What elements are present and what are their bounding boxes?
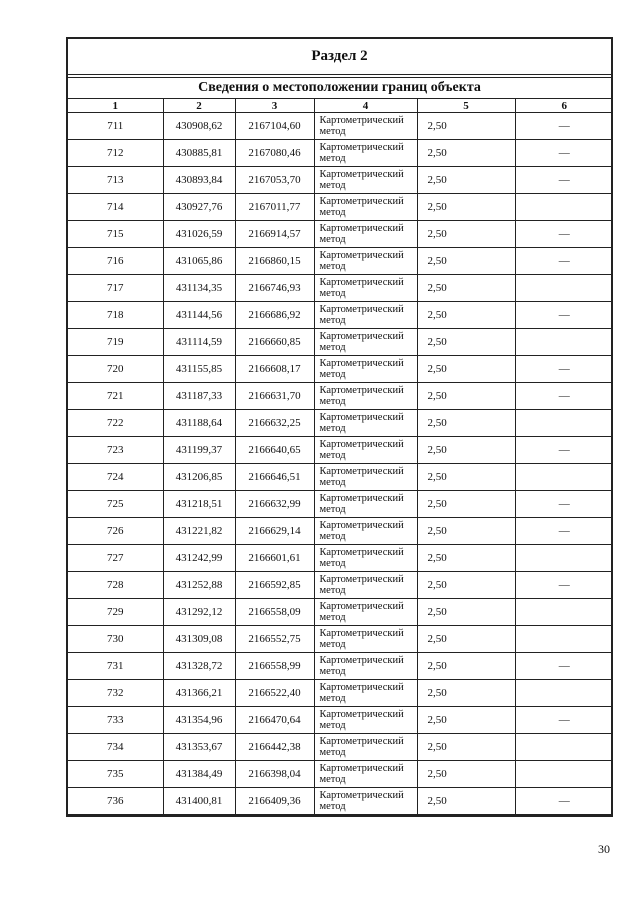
point-number-cell: 726 <box>68 518 163 545</box>
x-coordinate-cell: 431366,21 <box>163 680 235 707</box>
x-coordinate-cell: 431252,88 <box>163 572 235 599</box>
description-cell <box>515 599 613 626</box>
description-cell <box>515 761 613 788</box>
method-cell <box>314 572 417 599</box>
method-line-2: метод <box>319 396 346 407</box>
method-cell <box>314 167 417 194</box>
point-number-cell: 734 <box>68 734 163 761</box>
point-number-cell: 724 <box>68 464 163 491</box>
table-row <box>68 680 613 707</box>
accuracy-cell: 2,50 <box>417 734 515 761</box>
column-header: 1 <box>68 99 163 113</box>
y-coordinate-cell: 2166470,64 <box>235 707 314 734</box>
table-row <box>68 356 613 383</box>
method-line-2: метод <box>319 585 346 596</box>
method-line-2: метод <box>319 450 346 461</box>
column-header: 3 <box>235 99 314 113</box>
point-number-cell: 714 <box>68 194 163 221</box>
method-cell <box>314 437 417 464</box>
accuracy-cell: 2,50 <box>417 221 515 248</box>
point-number-cell: 723 <box>68 437 163 464</box>
point-number-cell: 720 <box>68 356 163 383</box>
y-coordinate-cell: 2166632,25 <box>235 410 314 437</box>
description-cell: — <box>515 518 613 545</box>
table-row <box>68 464 613 491</box>
y-coordinate-cell: 2167080,46 <box>235 140 314 167</box>
x-coordinate-cell: 431354,96 <box>163 707 235 734</box>
method-cell <box>314 788 417 815</box>
x-coordinate-cell: 431292,12 <box>163 599 235 626</box>
point-number-cell: 736 <box>68 788 163 815</box>
x-coordinate-cell: 431199,37 <box>163 437 235 464</box>
method-line-2: метод <box>319 612 346 623</box>
section-title: Раздел 2 <box>68 39 611 75</box>
description-cell <box>515 680 613 707</box>
x-coordinate-cell: 431026,59 <box>163 221 235 248</box>
description-cell <box>515 626 613 653</box>
point-number-cell: 716 <box>68 248 163 275</box>
method-line-1: Картометрический <box>319 439 404 450</box>
method-line-2: метод <box>319 261 346 272</box>
accuracy-cell: 2,50 <box>417 167 515 194</box>
description-cell <box>515 410 613 437</box>
y-coordinate-cell: 2166631,70 <box>235 383 314 410</box>
method-line-2: метод <box>319 234 346 245</box>
x-coordinate-cell: 431114,59 <box>163 329 235 356</box>
method-cell <box>314 302 417 329</box>
description-cell: — <box>515 356 613 383</box>
description-cell: — <box>515 140 613 167</box>
y-coordinate-cell: 2166522,40 <box>235 680 314 707</box>
point-number-cell: 727 <box>68 545 163 572</box>
method-line-1: Картометрический <box>319 790 404 801</box>
point-number-cell: 715 <box>68 221 163 248</box>
column-header: 4 <box>314 99 417 113</box>
description-cell: — <box>515 113 613 140</box>
description-cell: — <box>515 707 613 734</box>
accuracy-cell: 2,50 <box>417 140 515 167</box>
method-cell <box>314 545 417 572</box>
x-coordinate-cell: 431134,35 <box>163 275 235 302</box>
point-number-cell: 711 <box>68 113 163 140</box>
x-coordinate-cell: 430885,81 <box>163 140 235 167</box>
x-coordinate-cell: 431384,49 <box>163 761 235 788</box>
table-row <box>68 788 613 815</box>
method-cell <box>314 653 417 680</box>
y-coordinate-cell: 2166632,99 <box>235 491 314 518</box>
method-cell <box>314 356 417 383</box>
y-coordinate-cell: 2166592,85 <box>235 572 314 599</box>
method-cell <box>314 761 417 788</box>
method-line-1: Картометрический <box>319 493 404 504</box>
x-coordinate-cell: 431188,64 <box>163 410 235 437</box>
y-coordinate-cell: 2166409,36 <box>235 788 314 815</box>
point-number-cell: 713 <box>68 167 163 194</box>
description-cell: — <box>515 437 613 464</box>
table-row <box>68 518 613 545</box>
x-coordinate-cell: 431221,82 <box>163 518 235 545</box>
description-cell <box>515 329 613 356</box>
method-cell <box>314 599 417 626</box>
table-row <box>68 302 613 329</box>
point-number-cell: 728 <box>68 572 163 599</box>
description-cell: — <box>515 167 613 194</box>
method-line-2: метод <box>319 126 346 137</box>
method-line-2: метод <box>319 342 346 353</box>
method-line-2: метод <box>319 558 346 569</box>
x-coordinate-cell: 431144,56 <box>163 302 235 329</box>
method-cell <box>314 221 417 248</box>
method-cell <box>314 410 417 437</box>
method-line-2: метод <box>319 639 346 650</box>
method-line-2: метод <box>319 369 346 380</box>
table-header-row <box>68 99 613 113</box>
point-number-cell: 732 <box>68 680 163 707</box>
method-line-2: метод <box>319 423 346 434</box>
method-line-2: метод <box>319 693 346 704</box>
accuracy-cell: 2,50 <box>417 680 515 707</box>
point-number-cell: 719 <box>68 329 163 356</box>
x-coordinate-cell: 430927,76 <box>163 194 235 221</box>
method-cell <box>314 194 417 221</box>
x-coordinate-cell: 431155,85 <box>163 356 235 383</box>
method-cell <box>314 140 417 167</box>
method-line-2: метод <box>319 288 346 299</box>
method-cell <box>314 464 417 491</box>
description-cell <box>515 545 613 572</box>
description-cell: — <box>515 491 613 518</box>
accuracy-cell: 2,50 <box>417 356 515 383</box>
table-row <box>68 194 613 221</box>
x-coordinate-cell: 430893,84 <box>163 167 235 194</box>
table-row <box>68 707 613 734</box>
table-row <box>68 653 613 680</box>
x-coordinate-cell: 431328,72 <box>163 653 235 680</box>
point-number-cell: 718 <box>68 302 163 329</box>
method-cell <box>314 113 417 140</box>
y-coordinate-cell: 2166860,15 <box>235 248 314 275</box>
accuracy-cell: 2,50 <box>417 545 515 572</box>
x-coordinate-cell: 431353,67 <box>163 734 235 761</box>
description-cell: — <box>515 302 613 329</box>
description-cell: — <box>515 788 613 815</box>
point-number-cell: 731 <box>68 653 163 680</box>
method-line-1: Картометрический <box>319 682 404 693</box>
accuracy-cell: 2,50 <box>417 626 515 653</box>
method-line-2: метод <box>319 666 346 677</box>
y-coordinate-cell: 2166640,65 <box>235 437 314 464</box>
description-cell: — <box>515 221 613 248</box>
method-cell <box>314 734 417 761</box>
method-line-2: метод <box>319 153 346 164</box>
accuracy-cell: 2,50 <box>417 464 515 491</box>
document-sheet <box>66 37 613 817</box>
x-coordinate-cell: 431242,99 <box>163 545 235 572</box>
method-line-1: Картометрический <box>319 115 404 126</box>
method-cell <box>314 329 417 356</box>
accuracy-cell: 2,50 <box>417 329 515 356</box>
y-coordinate-cell: 2166398,04 <box>235 761 314 788</box>
method-line-1: Картометрический <box>319 142 404 153</box>
description-cell: — <box>515 653 613 680</box>
x-coordinate-cell: 431309,08 <box>163 626 235 653</box>
method-line-1: Картометрический <box>319 223 404 234</box>
table-row <box>68 626 613 653</box>
point-number-cell: 721 <box>68 383 163 410</box>
accuracy-cell: 2,50 <box>417 788 515 815</box>
y-coordinate-cell: 2166552,75 <box>235 626 314 653</box>
table-row <box>68 275 613 302</box>
accuracy-cell: 2,50 <box>417 491 515 518</box>
point-number-cell: 730 <box>68 626 163 653</box>
table-row <box>68 221 613 248</box>
method-line-1: Картометрический <box>319 655 404 666</box>
x-coordinate-cell: 431065,86 <box>163 248 235 275</box>
method-line-2: метод <box>319 531 346 542</box>
table-subtitle: Сведения о местоположении границ объекта <box>68 77 611 99</box>
method-line-2: метод <box>319 801 346 812</box>
method-line-2: метод <box>319 747 346 758</box>
y-coordinate-cell: 2166601,61 <box>235 545 314 572</box>
y-coordinate-cell: 2167053,70 <box>235 167 314 194</box>
method-line-1: Картометрический <box>319 466 404 477</box>
y-coordinate-cell: 2166558,09 <box>235 599 314 626</box>
method-line-2: метод <box>319 504 346 515</box>
table-row <box>68 167 613 194</box>
boundary-points-table <box>68 99 613 815</box>
accuracy-cell: 2,50 <box>417 113 515 140</box>
method-line-1: Картометрический <box>319 520 404 531</box>
point-number-cell: 735 <box>68 761 163 788</box>
table-row <box>68 491 613 518</box>
method-line-1: Картометрический <box>319 304 404 315</box>
method-cell <box>314 275 417 302</box>
accuracy-cell: 2,50 <box>417 248 515 275</box>
point-number-cell: 729 <box>68 599 163 626</box>
table-row <box>68 329 613 356</box>
y-coordinate-cell: 2166646,51 <box>235 464 314 491</box>
table-row <box>68 599 613 626</box>
method-cell <box>314 518 417 545</box>
method-cell <box>314 680 417 707</box>
table-row <box>68 383 613 410</box>
table-row <box>68 437 613 464</box>
accuracy-cell: 2,50 <box>417 302 515 329</box>
method-line-1: Картометрический <box>319 331 404 342</box>
y-coordinate-cell: 2166442,38 <box>235 734 314 761</box>
table-row <box>68 572 613 599</box>
table-row <box>68 734 613 761</box>
accuracy-cell: 2,50 <box>417 410 515 437</box>
accuracy-cell: 2,50 <box>417 518 515 545</box>
description-cell: — <box>515 248 613 275</box>
method-cell <box>314 626 417 653</box>
accuracy-cell: 2,50 <box>417 761 515 788</box>
method-line-2: метод <box>319 720 346 731</box>
table-row <box>68 545 613 572</box>
method-line-2: метод <box>319 315 346 326</box>
method-line-1: Картометрический <box>319 763 404 774</box>
method-line-1: Картометрический <box>319 169 404 180</box>
point-number-cell: 733 <box>68 707 163 734</box>
column-header: 2 <box>163 99 235 113</box>
point-number-cell: 722 <box>68 410 163 437</box>
x-coordinate-cell: 431400,81 <box>163 788 235 815</box>
page-number: 30 <box>598 842 610 856</box>
method-cell <box>314 248 417 275</box>
method-line-1: Картометрический <box>319 385 404 396</box>
table-row <box>68 140 613 167</box>
table-row <box>68 410 613 437</box>
description-cell <box>515 464 613 491</box>
method-line-1: Картометрический <box>319 601 404 612</box>
y-coordinate-cell: 2166914,57 <box>235 221 314 248</box>
description-cell <box>515 734 613 761</box>
method-line-1: Картометрический <box>319 196 404 207</box>
description-cell <box>515 275 613 302</box>
method-line-1: Картометрический <box>319 736 404 747</box>
column-header: 5 <box>417 99 515 113</box>
method-line-1: Картометрический <box>319 547 404 558</box>
method-line-1: Картометрический <box>319 628 404 639</box>
y-coordinate-cell: 2166629,14 <box>235 518 314 545</box>
method-cell <box>314 707 417 734</box>
method-line-1: Картометрический <box>319 250 404 261</box>
x-coordinate-cell: 431206,85 <box>163 464 235 491</box>
method-cell <box>314 491 417 518</box>
x-coordinate-cell: 431187,33 <box>163 383 235 410</box>
description-cell: — <box>515 383 613 410</box>
method-line-1: Картометрический <box>319 277 404 288</box>
point-number-cell: 712 <box>68 140 163 167</box>
y-coordinate-cell: 2167011,77 <box>235 194 314 221</box>
method-line-2: метод <box>319 774 346 785</box>
y-coordinate-cell: 2166686,92 <box>235 302 314 329</box>
method-line-1: Картометрический <box>319 574 404 585</box>
x-coordinate-cell: 430908,62 <box>163 113 235 140</box>
accuracy-cell: 2,50 <box>417 653 515 680</box>
point-number-cell: 717 <box>68 275 163 302</box>
accuracy-cell: 2,50 <box>417 599 515 626</box>
method-line-1: Картометрический <box>319 709 404 720</box>
method-line-2: метод <box>319 207 346 218</box>
accuracy-cell: 2,50 <box>417 194 515 221</box>
method-line-1: Картометрический <box>319 358 404 369</box>
method-cell <box>314 383 417 410</box>
accuracy-cell: 2,50 <box>417 437 515 464</box>
table-row <box>68 248 613 275</box>
description-cell: — <box>515 572 613 599</box>
accuracy-cell: 2,50 <box>417 275 515 302</box>
table-row <box>68 113 613 140</box>
method-line-1: Картометрический <box>319 412 404 423</box>
accuracy-cell: 2,50 <box>417 383 515 410</box>
method-line-2: метод <box>319 477 346 488</box>
column-header: 6 <box>515 99 613 113</box>
y-coordinate-cell: 2166746,93 <box>235 275 314 302</box>
accuracy-cell: 2,50 <box>417 707 515 734</box>
accuracy-cell: 2,50 <box>417 572 515 599</box>
method-line-2: метод <box>319 180 346 191</box>
y-coordinate-cell: 2167104,60 <box>235 113 314 140</box>
y-coordinate-cell: 2166558,99 <box>235 653 314 680</box>
y-coordinate-cell: 2166608,17 <box>235 356 314 383</box>
y-coordinate-cell: 2166660,85 <box>235 329 314 356</box>
description-cell <box>515 194 613 221</box>
point-number-cell: 725 <box>68 491 163 518</box>
table-row <box>68 761 613 788</box>
x-coordinate-cell: 431218,51 <box>163 491 235 518</box>
